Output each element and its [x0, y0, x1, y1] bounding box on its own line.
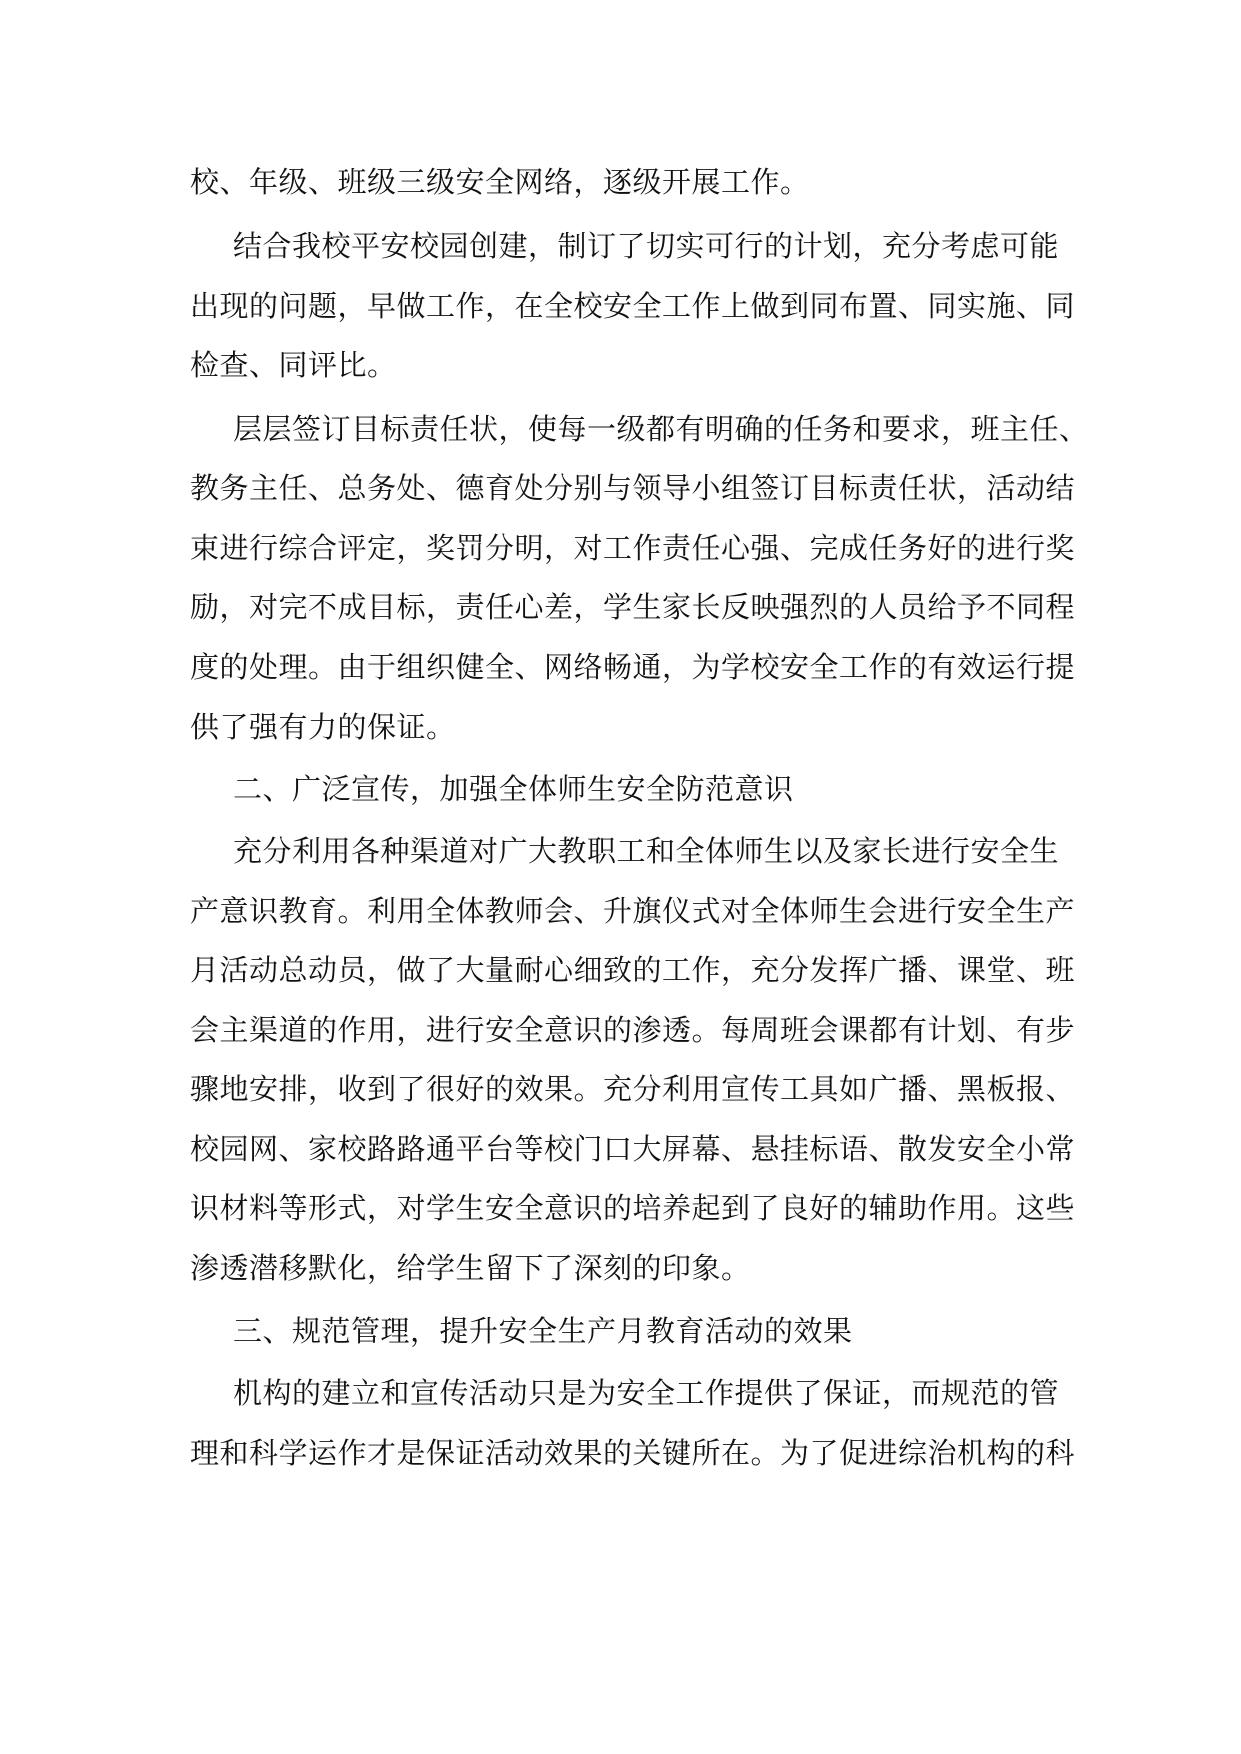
text-line: 产意识教育。利用全体教师会、升旗仪式对全体师生会进行安全生产 — [190, 894, 1076, 928]
text-line: 渗透潜移默化，给学生留下了深刻的印象。 — [190, 1251, 751, 1285]
section-heading: 三、规范管理，提升安全生产月教育活动的效果 — [233, 1314, 853, 1348]
paragraph-first-line: 机构的建立和宣传活动只是为安全工作提供了保证，而规范的管 — [233, 1376, 1060, 1410]
text-line: 骤地安排，收到了很好的效果。充分利用宣传工具如广播、黑板报、 — [190, 1072, 1076, 1106]
paragraph-first-line: 结合我校平安校园创建，制订了切实可行的计划，充分考虑可能 — [233, 229, 1060, 263]
text-line: 度的处理。由于组织健全、网络畅通，为学校安全工作的有效运行提 — [190, 650, 1076, 684]
text-line: 教务主任、总务处、德育处分别与领导小组签订目标责任状，活动结 — [190, 471, 1076, 505]
section-heading: 二、广泛宣传，加强全体师生安全防范意识 — [233, 772, 794, 806]
text-line: 识材料等形式，对学生安全意识的培养起到了良好的辅助作用。这些 — [190, 1191, 1076, 1225]
text-line: 校、年级、班级三级安全网络，逐级开展工作。 — [190, 165, 810, 199]
text-line: 理和科学运作才是保证活动效果的关键所在。为了促进综治机构的科 — [190, 1436, 1076, 1470]
paragraph-first-line: 充分利用各种渠道对广大教职工和全体师生以及家长进行安全生 — [233, 834, 1060, 868]
text-line: 校园网、家校路路通平台等校门口大屏幕、悬挂标语、散发安全小常 — [190, 1132, 1076, 1166]
text-line: 月活动总动员，做了大量耐心细致的工作，充分发挥广播、课堂、班 — [190, 953, 1076, 987]
text-line: 出现的问题，早做工作，在全校安全工作上做到同布置、同实施、同 — [190, 289, 1076, 323]
text-line: 束进行综合评定，奖罚分明，对工作责任心强、完成任务好的进行奖 — [190, 531, 1076, 565]
text-line: 检查、同评比。 — [190, 348, 397, 382]
text-line: 会主渠道的作用，进行安全意识的渗透。每周班会课都有计划、有步 — [190, 1013, 1076, 1047]
text-line: 供了强有力的保证。 — [190, 710, 456, 744]
text-line: 励，对完不成目标，责任心差，学生家长反映强烈的人员给予不同程 — [190, 590, 1076, 624]
paragraph-first-line: 层层签订目标责任状，使每一级都有明确的任务和要求，班主任、 — [233, 412, 1089, 446]
